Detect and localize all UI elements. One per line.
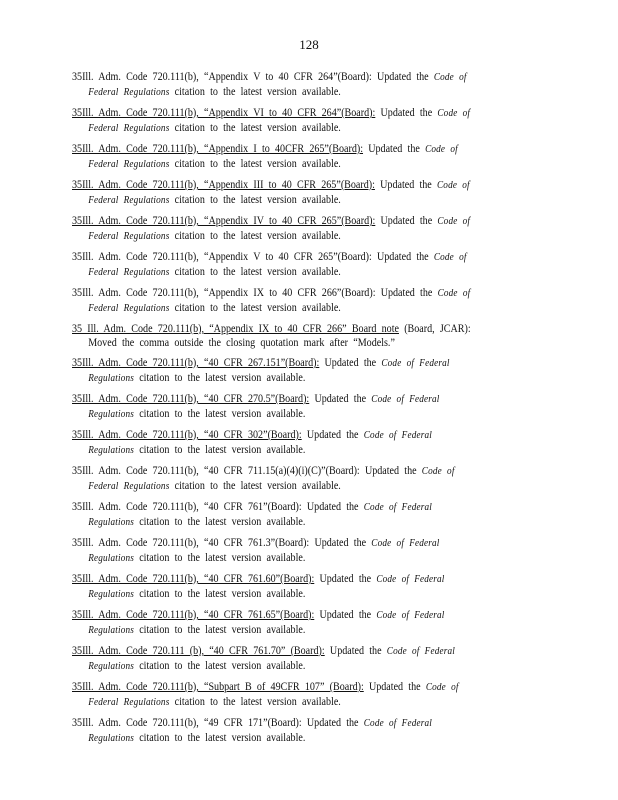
action-detail: citation to the latest version available. [139, 588, 306, 600]
list-item [72, 608, 522, 638]
action-detail: citation to the latest version available. [139, 552, 306, 564]
action-detail: citation to the latest version available. [139, 372, 306, 384]
cfr-term: Regulations [88, 445, 134, 456]
citation: 35Ill. Adm. Code 720.111(b), “Appendix I to 40CFR 265”(Board): [72, 143, 364, 155]
cfr-term: Regulations [88, 733, 134, 744]
citation: 35Ill. Adm. Code 720.111(b), “Appendix VI to 40 CFR 264”(Board): [72, 107, 376, 119]
citation: 35Ill. Adm. Code 720.111(b), “40 CFR 267.151”(Board): [72, 357, 320, 369]
list-item [72, 142, 522, 172]
action-detail: citation to the latest version available. [174, 302, 341, 314]
citation: 35Ill. Adm. Code 720.111(b), “40 CFR 761.3”(Board): [72, 537, 310, 549]
action-text: Updated the [380, 107, 433, 119]
list-item [72, 500, 522, 530]
cfr-term: Federal Regulations [88, 159, 170, 170]
citation: 35Ill. Adm. Code 720.111 (b), “40 CFR 761.70” (Board): [72, 645, 325, 657]
citation: 35Ill. Adm. Code 720.111(b), “Appendix V to 40 CFR 264”(Board): [72, 71, 372, 83]
cfr-term: Code of [437, 288, 471, 299]
citation: 35Ill. Adm. Code 720.111(b), “40 CFR 761.65”(Board): [72, 609, 315, 621]
action-detail: citation to the latest version available. [139, 516, 306, 528]
citation: 35Ill. Adm. Code 720.111(b), “Appendix V to 40 CFR 265”(Board): [72, 251, 372, 263]
cfr-term: Code of Federal [363, 718, 432, 729]
action-detail: citation to the latest version available. [174, 230, 341, 242]
action-text: Updated the [319, 609, 372, 621]
action-detail: citation to the latest version available. [174, 122, 341, 134]
action-text: Updated the [377, 251, 429, 263]
errata-list [72, 70, 522, 752]
list-item [72, 178, 522, 208]
list-item [72, 716, 522, 746]
action-text: Updated the [314, 537, 367, 549]
action-text: Updated the [380, 287, 433, 299]
action-text: Updated the [306, 501, 359, 513]
cfr-term: Code of Federal [386, 646, 455, 657]
citation: 35Ill. Adm. Code 720.111(b), “Appendix III to 40 CFR 265”(Board): [72, 179, 375, 191]
cfr-term: Code of Federal [371, 394, 440, 405]
list-item [72, 536, 522, 566]
cfr-term: Regulations [88, 589, 134, 600]
action-text: Updated the [380, 179, 432, 191]
cfr-term: Regulations [88, 625, 134, 636]
citation: 35 Ill. Adm. Code 720.111(b), “Appendix IX to 40 CFR 266” Board note [72, 323, 399, 335]
citation: 35Ill. Adm. Code 720.111(b), “40 CFR 761.60”(Board): [72, 573, 315, 585]
cfr-term: Regulations [88, 409, 134, 420]
cfr-term: Code of Federal [376, 610, 445, 621]
cfr-term: Regulations [88, 517, 134, 528]
action-text: Updated the [319, 573, 372, 585]
citation: 35Ill. Adm. Code 720.111(b), “Appendix IV to 40 CFR 265”(Board): [72, 215, 376, 227]
list-item [72, 106, 522, 136]
citation: 35Ill. Adm. Code 720.111(b), “Appendix IX to 40 CFR 266”(Board): [72, 287, 376, 299]
list-item [72, 464, 522, 494]
cfr-term: Federal Regulations [88, 195, 170, 206]
action-text: (Board, JCAR): [404, 323, 471, 335]
cfr-term: Code of Federal [371, 538, 440, 549]
citation: 35Ill. Adm. Code 720.111(b), “40 CFR 302”(Board): [72, 429, 302, 441]
citation: 35Ill. Adm. Code 720.111(b), “49 CFR 171”(Board): [72, 717, 302, 729]
action-text: Updated the [368, 143, 420, 155]
cfr-term: Federal Regulations [88, 481, 170, 492]
list-item [72, 680, 522, 710]
action-detail: citation to the latest version available. [174, 158, 341, 170]
citation: 35Ill. Adm. Code 720.111(b), “40 CFR 711.15(a)(4)(i)(C)”(Board): [72, 465, 360, 477]
cfr-term: Regulations [88, 373, 134, 384]
action-text: Updated the [324, 357, 377, 369]
action-detail: citation to the latest version available. [139, 408, 306, 420]
action-detail: citation to the latest version available. [174, 86, 341, 98]
action-detail: citation to the latest version available. [139, 732, 306, 744]
cfr-term: Code of Federal [376, 574, 445, 585]
citation: 35Ill. Adm. Code 720.111(b), “40 CFR 761”(Board): [72, 501, 302, 513]
action-detail: citation to the latest version available. [139, 660, 306, 672]
cfr-term: Code of [433, 252, 467, 263]
cfr-term: Regulations [88, 553, 134, 564]
action-text: Updated the [306, 429, 359, 441]
cfr-term: Code of [425, 144, 458, 155]
action-detail: citation to the latest version available. [139, 624, 306, 636]
cfr-term: Federal Regulations [88, 123, 170, 134]
action-detail: citation to the latest version available. [174, 194, 341, 206]
action-text: Updated the [368, 681, 421, 693]
cfr-term: Regulations [88, 661, 134, 672]
action-text: Updated the [306, 717, 359, 729]
cfr-term: Federal Regulations [88, 231, 170, 242]
citation: 35Ill. Adm. Code 720.111(b), “Subpart B of 49CFR 107” (Board): [72, 681, 364, 693]
cfr-term: Code of Federal [381, 358, 450, 369]
cfr-term: Code of [437, 180, 470, 191]
list-item [72, 70, 522, 100]
cfr-term: Code of Federal [363, 502, 432, 513]
list-item [72, 286, 522, 316]
cfr-term: Code of Federal [363, 430, 432, 441]
list-item [72, 322, 522, 350]
cfr-term: Federal Regulations [88, 267, 170, 278]
cfr-term: Code of [421, 466, 455, 477]
action-detail: citation to the latest version available. [174, 266, 341, 278]
list-item [72, 572, 522, 602]
cfr-term: Code of [437, 108, 471, 119]
cfr-term: Code of [433, 72, 467, 83]
action-text: Updated the [329, 645, 382, 657]
list-item [72, 356, 522, 386]
list-item [72, 392, 522, 422]
cfr-term: Federal Regulations [88, 697, 170, 708]
action-detail: citation to the latest version available. [139, 444, 306, 456]
action-detail: citation to the latest version available. [174, 480, 341, 492]
cfr-term: Federal Regulations [88, 87, 170, 98]
action-detail: citation to the latest version available. [174, 696, 341, 708]
action-text: Updated the [377, 71, 429, 83]
cfr-term: Code of [437, 216, 471, 227]
cfr-term: Federal Regulations [88, 303, 170, 314]
action-text: Updated the [380, 215, 433, 227]
citation: 35Ill. Adm. Code 720.111(b), “40 CFR 270.5”(Board): [72, 393, 310, 405]
action-text: Updated the [314, 393, 367, 405]
list-item [72, 214, 522, 244]
cfr-term: Code of [425, 682, 459, 693]
list-item [72, 428, 522, 458]
page-number: 128 [299, 37, 319, 52]
list-item [72, 250, 522, 280]
action-text: Updated the [364, 465, 417, 477]
list-item [72, 644, 522, 674]
action-detail: Moved the comma outside the closing quotation mark after “Models.” [88, 337, 395, 349]
